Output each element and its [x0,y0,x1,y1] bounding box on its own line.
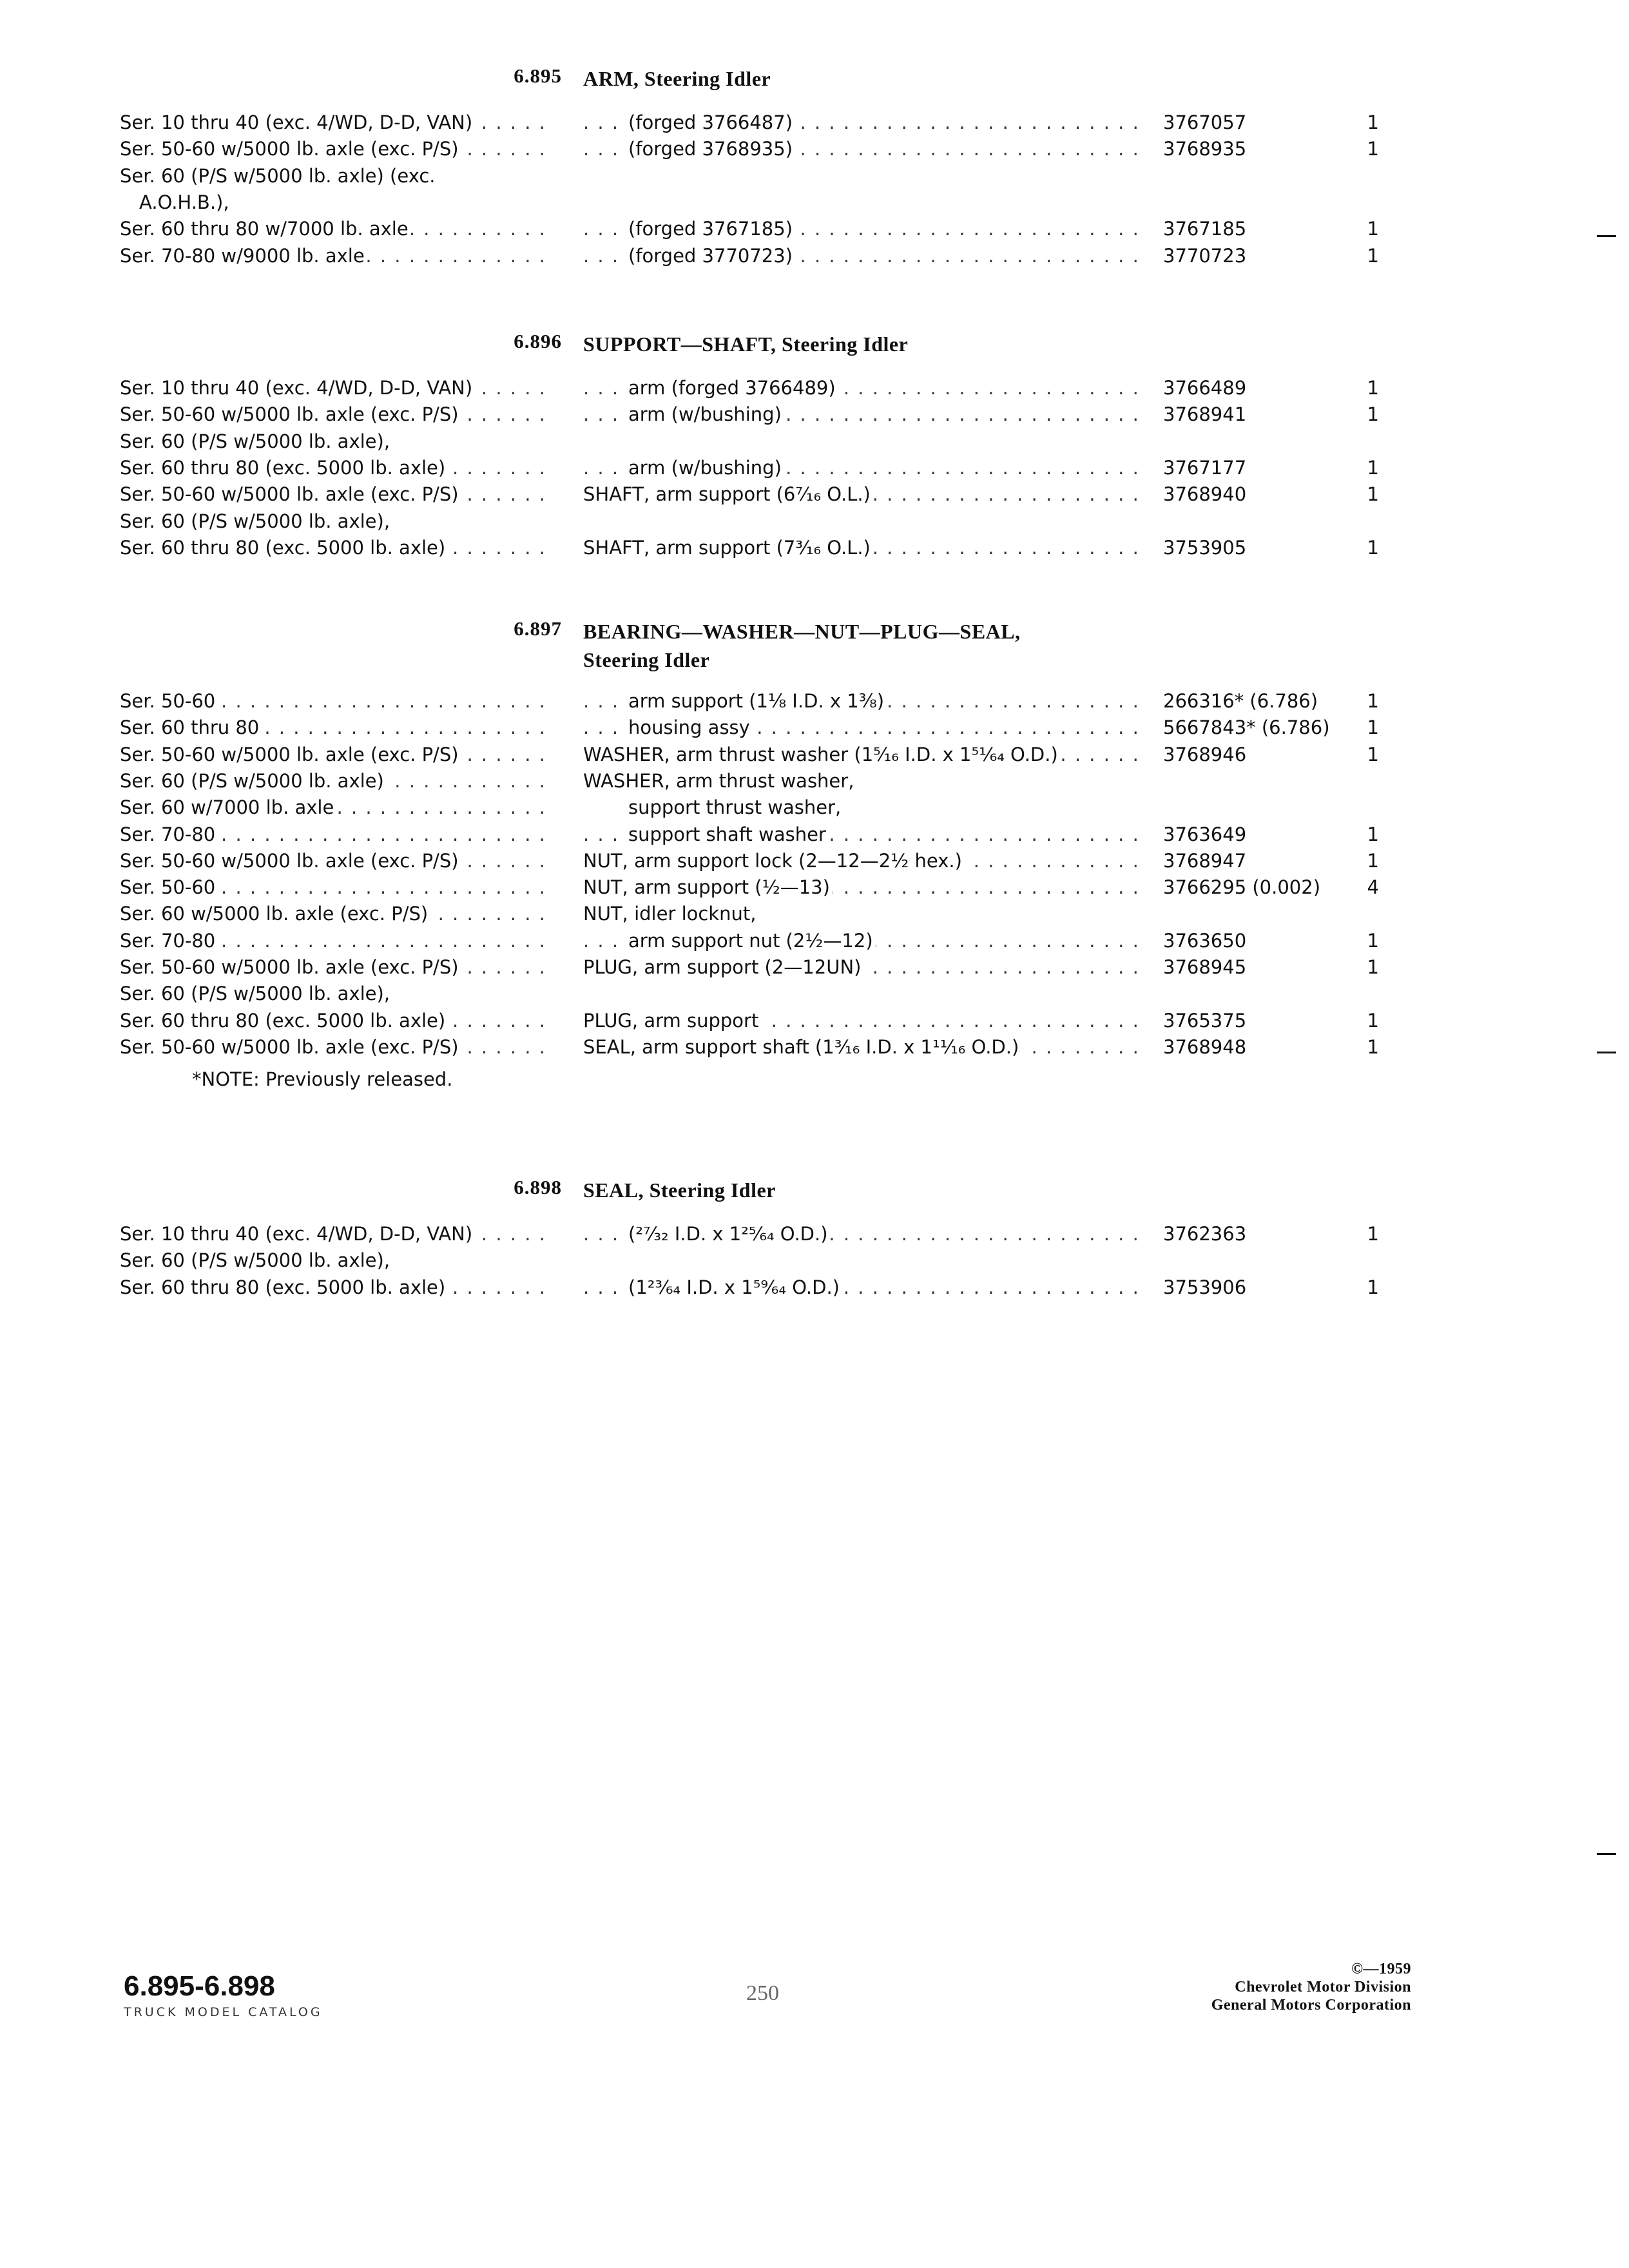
parts-row [0,163,1629,189]
application-text: Ser. 60 (P/S w/5000 lb. axle) (exc. [120,165,438,187]
parts-row [0,481,1629,508]
application-text: Ser. 60 (P/S w/5000 lb. axle), [120,1249,392,1271]
application-cell [120,535,548,561]
application-cell [120,901,548,927]
section-heading [0,617,1629,675]
application-cell [120,508,548,535]
quantity: 1 [1367,536,1379,559]
application-cell [120,455,548,481]
parts-row [0,715,1629,741]
application-text: Ser. 70-80 [120,930,218,952]
description-cell [583,1034,1144,1061]
parts-row [0,1034,1629,1061]
page-number: 250 [746,1981,779,2005]
parts-row [0,1274,1629,1301]
application-cell [120,189,548,216]
application-cell [120,1034,548,1061]
parts-row [0,1221,1629,1247]
description-text: (²⁷⁄₃₂ I.D. x 1²⁵⁄₆₄ O.D.) [628,1223,831,1245]
parts-row [0,136,1629,162]
application-cell [120,848,548,874]
application-cell [120,822,548,848]
description-cell [583,375,1144,401]
parts-row [0,189,1629,216]
parts-row [0,508,1629,535]
description-text: NUT, idler locknut, [583,903,758,925]
section-title-line: ARM, Steering Idler [583,67,771,90]
part-number: 3762363 [1163,1223,1247,1245]
corporation-name: General Motors Corporation [1211,1997,1411,2013]
application-cell [120,715,548,741]
description-cell [583,901,1144,927]
division-name: Chevrolet Motor Division [1235,1979,1411,1995]
application-cell [120,110,548,136]
description-cell [583,216,1144,242]
description-text: PLUG, arm support (2—12UN) [583,956,863,978]
description-text: (forged 3766487) [628,111,795,133]
description-cell [583,848,1144,874]
footer-section-range [124,1970,323,2019]
part-number: 3767057 [1163,111,1247,133]
application-cell [120,768,548,794]
application-cell [120,481,548,508]
quantity: 1 [1367,244,1379,267]
application-cell [120,401,548,428]
application-cell [120,954,548,981]
footnote: *NOTE: Previously released. [192,1068,453,1091]
part-number: 3753906 [1163,1276,1247,1298]
parts-row [0,874,1629,901]
application-text: Ser. 70-80 w/9000 lb. axle [120,245,367,267]
section-title-line: BEARING—WASHER—NUT—PLUG—SEAL, [583,620,1021,643]
section-title [583,1176,776,1204]
application-cell [120,243,548,269]
description-cell [583,954,1144,981]
parts-row [0,768,1629,794]
quantity: 1 [1367,743,1379,765]
part-number: 3763649 [1163,823,1247,845]
parts-row [0,981,1629,1007]
part-number: 3768941 [1163,403,1247,426]
parts-row [0,455,1629,481]
description-cell [583,715,1144,741]
margin-mark [1597,1853,1616,1855]
application-text: Ser. 50-60 w/5000 lb. axle (exc. P/S) [120,956,461,978]
part-number: 5667843* (6.786) [1163,716,1330,739]
footer-catalog-name: TRUCK MODEL CATALOG [124,2005,323,2019]
application-cell [120,794,548,821]
part-number: 3763650 [1163,929,1247,952]
quantity: 1 [1367,403,1379,426]
quantity: 1 [1367,1035,1379,1058]
parts-row [0,742,1629,768]
application-text: Ser. 60 (P/S w/5000 lb. axle), [120,983,392,1004]
application-text: Ser. 50-60 w/5000 lb. axle (exc. P/S) [120,744,461,765]
description-text: WASHER, arm thrust washer (1⁵⁄₁₆ I.D. x 1⁵¹⁄₆₄ O.D.) [583,744,1061,765]
description-cell [583,1274,1144,1301]
parts-row [0,954,1629,981]
description-cell [583,874,1144,901]
application-text: Ser. 60 (P/S w/5000 lb. axle) [120,770,387,792]
application-text: Ser. 60 thru 80 [120,716,262,738]
parts-row [0,375,1629,401]
part-number: 3768948 [1163,1035,1247,1058]
application-text: Ser. 50-60 [120,690,218,712]
description-text: arm support (1⅛ I.D. x 1⅜) [628,690,887,712]
parts-row [0,1008,1629,1034]
quantity: 1 [1367,849,1379,872]
description-text: (forged 3768935) [628,138,795,160]
quantity: 1 [1367,483,1379,506]
application-text: Ser. 60 thru 80 (exc. 5000 lb. axle) [120,1010,448,1032]
application-text: Ser. 60 w/7000 lb. axle [120,796,336,818]
description-text: NUT, arm support lock (2—12—2½ hex.) [583,850,965,872]
application-cell [120,981,548,1007]
description-cell [583,928,1144,954]
description-text: (forged 3767185) [628,218,795,240]
copyright: ©—1959 [1351,1961,1411,1977]
margin-mark [1597,235,1616,237]
application-text: Ser. 60 w/5000 lb. axle (exc. P/S) [120,903,430,925]
application-text: Ser. 60 (P/S w/5000 lb. axle), [120,430,392,452]
application-cell [120,1247,548,1274]
margin-mark [1597,1052,1616,1053]
part-number: 3768935 [1163,138,1247,160]
section-number: 6.898 [514,1176,562,1198]
description-cell [583,136,1144,162]
application-cell [120,742,548,768]
application-cell [120,136,548,162]
description-cell [583,535,1144,561]
parts-row [0,688,1629,715]
section-title-line: SUPPORT—SHAFT, Steering Idler [583,332,909,356]
description-cell [583,768,1144,794]
quantity: 1 [1367,1009,1379,1032]
part-number: 3767177 [1163,456,1247,479]
application-text: Ser. 50-60 w/5000 lb. axle (exc. P/S) [120,403,461,425]
section-number: 6.895 [514,64,562,87]
parts-row [0,822,1629,848]
part-number: 3768947 [1163,849,1247,872]
part-number: 3768945 [1163,956,1247,978]
quantity: 1 [1367,456,1379,479]
description-text: support shaft washer [628,823,829,845]
description-cell [583,822,1144,848]
part-number: 3768946 [1163,743,1247,765]
description-text: arm (w/bushing) [628,403,784,425]
application-text: Ser. 10 thru 40 (exc. 4/WD, D-D, VAN) [120,1223,475,1245]
application-text: Ser. 60 thru 80 (exc. 5000 lb. axle) [120,537,448,559]
description-text: (1²³⁄₆₄ I.D. x 1⁵⁹⁄₆₄ O.D.) [628,1276,842,1298]
description-cell [583,794,1144,821]
description-text: arm support nut (2½—12) [628,930,876,952]
parts-row [0,428,1629,455]
parts-row [0,535,1629,561]
description-text: housing assy [628,716,753,738]
application-cell [120,1274,548,1301]
quantity: 1 [1367,138,1379,160]
application-cell [120,428,548,455]
application-text: Ser. 50-60 w/5000 lb. axle (exc. P/S) [120,138,461,160]
description-cell [583,1221,1144,1247]
quantity: 4 [1367,876,1379,899]
part-number: 266316* (6.786) [1163,690,1318,712]
application-cell [120,216,548,242]
application-cell [120,375,548,401]
quantity: 1 [1367,690,1379,712]
parts-row [0,928,1629,954]
part-number: 3753905 [1163,536,1247,559]
description-cell [583,742,1144,768]
quantity: 1 [1367,218,1379,240]
description-text: PLUG, arm support [583,1010,761,1032]
description-cell [583,455,1144,481]
parts-row [0,1247,1629,1274]
quantity: 1 [1367,823,1379,845]
application-cell [120,688,548,715]
description-text: SHAFT, arm support (7³⁄₁₆ O.L.) [583,537,873,559]
section-number: 6.897 [514,617,562,640]
section-title [583,617,1021,674]
parts-row [0,848,1629,874]
description-text: arm (w/bushing) [628,457,784,479]
section-title [583,64,771,93]
parts-row [0,216,1629,242]
application-text: Ser. 50-60 w/5000 lb. axle (exc. P/S) [120,850,461,872]
section-title-line: Steering Idler [583,648,710,671]
quantity: 1 [1367,956,1379,978]
application-text: Ser. 60 (P/S w/5000 lb. axle), [120,510,392,532]
parts-row [0,794,1629,821]
part-number: 3766295 (0.002) [1163,876,1321,899]
part-number: 3768940 [1163,483,1247,506]
application-text: Ser. 60 thru 80 w/7000 lb. axle [120,218,411,240]
quantity: 1 [1367,1223,1379,1245]
publisher-block [1211,1960,1411,2014]
description-cell [583,1008,1144,1034]
application-text: Ser. 50-60 w/5000 lb. axle (exc. P/S) [120,1036,461,1058]
description-cell [583,481,1144,508]
footer-code: 6.895-6.898 [124,1970,275,2002]
description-text: (forged 3770723) [628,245,795,267]
quantity: 1 [1367,716,1379,739]
application-text: A.O.H.B.), [139,191,232,213]
section-title [583,330,908,358]
description-text: SEAL, arm support shaft (1³⁄₁₆ I.D. x 1¹¹⁄₁₆ O.D.) [583,1036,1021,1058]
description-text: support thrust washer, [628,796,843,818]
application-text: Ser. 60 thru 80 (exc. 5000 lb. axle) [120,457,448,479]
description-text: SHAFT, arm support (6⁷⁄₁₆ O.L.) [583,483,873,505]
parts-row [0,243,1629,269]
application-text: Ser. 70-80 [120,823,218,845]
part-number: 3770723 [1163,244,1247,267]
quantity: 1 [1367,111,1379,133]
part-number: 3767185 [1163,218,1247,240]
description-text: arm (forged 3766489) [628,377,838,399]
parts-row [0,401,1629,428]
application-text: Ser. 60 thru 80 (exc. 5000 lb. axle) [120,1276,448,1298]
quantity: 1 [1367,377,1379,399]
application-text: Ser. 10 thru 40 (exc. 4/WD, D-D, VAN) [120,377,475,399]
application-cell [120,163,548,189]
section-number: 6.896 [514,330,562,352]
application-cell [120,928,548,954]
description-cell [583,401,1144,428]
part-number: 3766489 [1163,377,1247,399]
application-text: Ser. 10 thru 40 (exc. 4/WD, D-D, VAN) [120,111,475,133]
application-cell [120,1221,548,1247]
application-text: Ser. 50-60 w/5000 lb. axle (exc. P/S) [120,483,461,505]
parts-row [0,901,1629,927]
application-text: Ser. 50-60 [120,876,218,898]
quantity: 1 [1367,929,1379,952]
description-cell [583,688,1144,715]
description-cell [583,243,1144,269]
description-cell [583,110,1144,136]
application-cell [120,874,548,901]
section-title-line: SEAL, Steering Idler [583,1178,776,1202]
part-number: 3765375 [1163,1009,1247,1032]
parts-row [0,110,1629,136]
application-cell [120,1008,548,1034]
quantity: 1 [1367,1276,1379,1298]
description-text: WASHER, arm thrust washer, [583,770,856,792]
description-text: NUT, arm support (½—13) [583,876,833,898]
